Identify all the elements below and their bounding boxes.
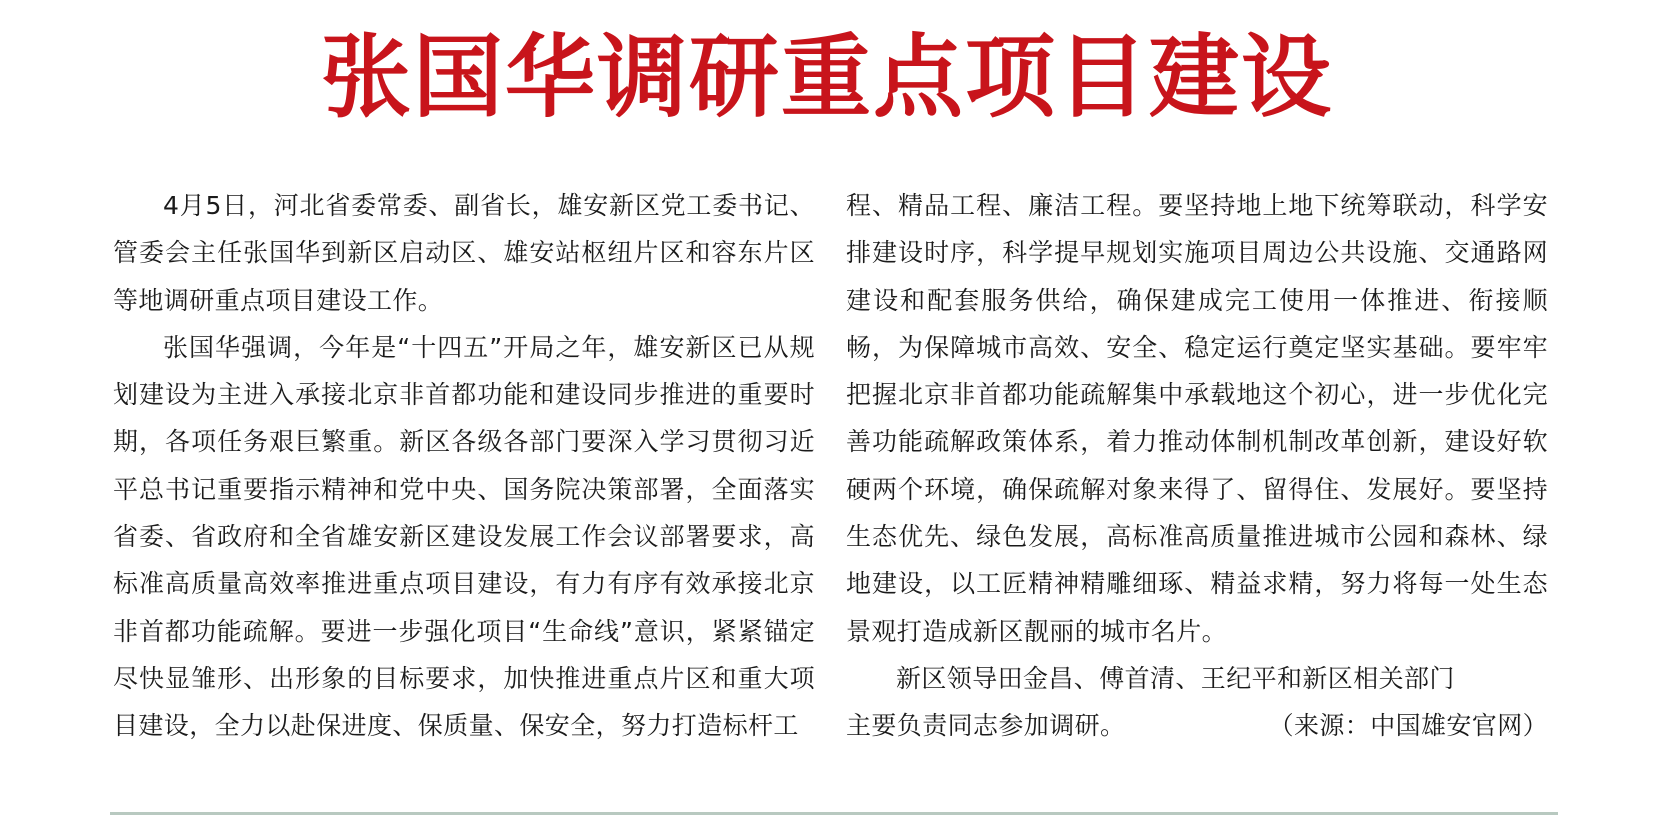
attendees-and-source-line <box>846 702 1548 749</box>
paragraph-emphasis: 张国华强调，今年是“十四五”开局之年，雄安新区已从规划建设为主进入承接北京非首都功能和建设同步推进的重要时期，各项任务艰巨繁重。新区各级各部门要深入学习贯彻习近平总书记重要指示精神和党中央、国务院决策部署，全面落实省委、省政府和全省雄安新区建设发展工作会议部署要求，高标准高质量高效率推进重点项目建设，有力有序有效承接北京非首都功能疏解。要进一步强化项目“生命线”意识，紧紧锚定尽快显雏形、出形象的目标要求，加快推进重点片区和重大项目建设，全力以赴保进度、保质量、保安全，努力打造标杆工 <box>113 332 815 741</box>
paragraph-intro: 4月5日，河北省委常委、副省长，雄安新区党工委书记、管委会主任张国华到新区启动区、雄安站枢纽片区和容东片区等地调研重点项目建设工作。 <box>113 191 815 315</box>
article-headline: 张国华调研重点项目建设 <box>321 24 1333 130</box>
article-column-left <box>113 182 815 750</box>
paragraph-attendees: 新区领导田金昌、傅首清、王纪平和新区相关部门 <box>896 663 1455 693</box>
bottom-divider <box>110 812 1558 815</box>
article-column-right <box>846 182 1548 750</box>
paragraph-emphasis-continued: 程、精品工程、廉洁工程。要坚持地上地下统筹联动，科学安排建设时序，科学提早规划实施项目周边公共设施、交通路网建设和配套服务供给，确保建成完工使用一体推进、衔接顺畅，为保障城市高效、安全、稳定运行奠定坚实基础。要牢牢把握北京非首都功能疏解集中承载地这个初心，进一步优化完善功能疏解政策体系，着力推动体制机制改革创新，建设好软硬两个环境，确保疏解对象来得了、留得住、发展好。要坚持生态优先、绿色发展，高标准高质量推进城市公园和森林、绿地建设，以工匠精神精雕细琢、精益求精，努力将每一处生态景观打造成新区靓丽的城市名片。 <box>846 191 1548 646</box>
source-credit: （来源：中国雄安官网） <box>1268 711 1548 741</box>
paragraph-attendees-end: 主要负责同志参加调研。 <box>846 711 1126 741</box>
